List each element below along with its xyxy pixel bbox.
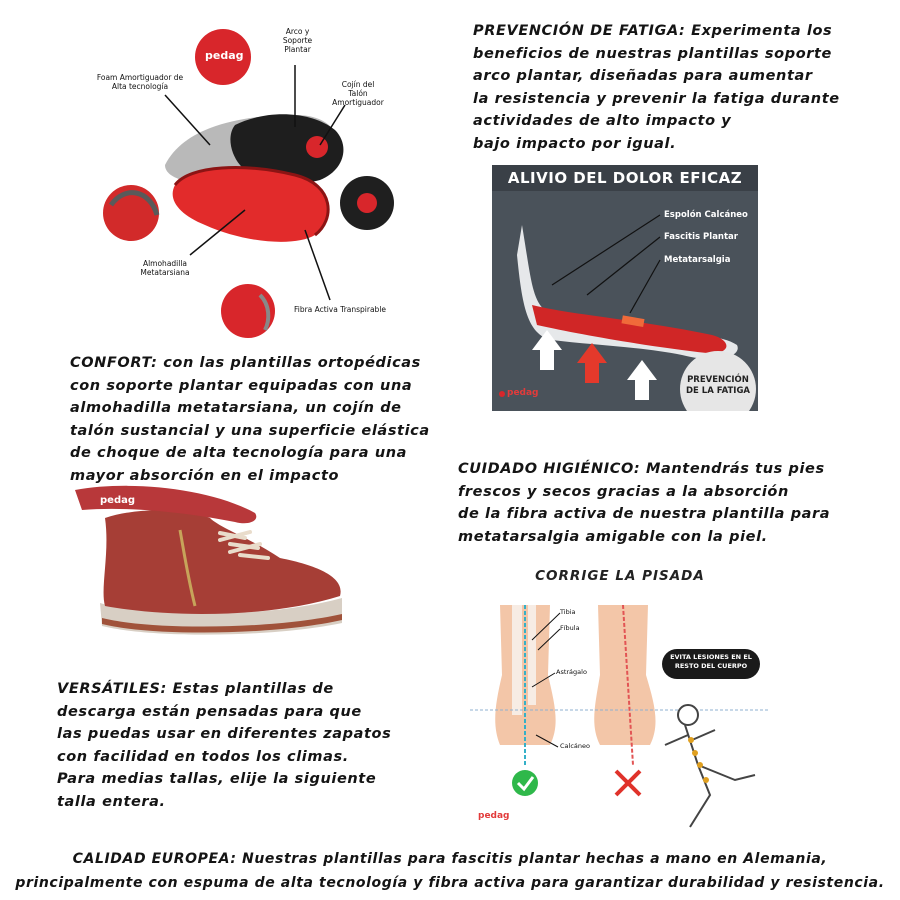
label-metatarsal: Almohadilla Metatarsiana <box>140 259 190 277</box>
label-foam: Foam Amortiguador de Alta tecnología <box>96 73 184 91</box>
gait-label-calcaneo: Calcáneo <box>560 742 590 750</box>
text-calidad-line1: CALIDAD EUROPEA: Nuestras plantillas para fascitis plantar hechas a mano en Alemania, <box>72 851 828 867</box>
gait-label-astragalo: Astrágalo <box>556 668 587 676</box>
pain-relief-brand: pedag <box>507 388 539 398</box>
pain-label-espolon: Espolón Calcáneo <box>664 210 748 220</box>
insole-diagram <box>95 15 415 345</box>
text-calidad-line2: principalmente con espuma de alta tecnología y fibra activa para garantizar durabilidad y resistencia. <box>15 875 885 891</box>
text-versatiles: VERSÁTILES: Estas plantillas de descarga están pensadas para que las puedas usar en diferentes zapatos con facilidad en todos los climas. Para medias tallas, elije la siguiente talla entera. <box>57 681 392 810</box>
insole-diagram-graphic <box>95 15 415 345</box>
gait-badge: EVITA LESIONES EN EL RESTO DEL CUERPO <box>670 653 752 670</box>
shoe-insole-brand: pedag <box>100 495 136 506</box>
gait-graphic <box>470 565 770 835</box>
shoe-image <box>70 478 350 648</box>
text-confort: CONFORT: con las plantillas ortopédicas con soporte plantar equipadas con una almohadilla metatarsiana, un cojín de talón sustancial y una superficie elástica de choque de alta tecnología para una mayor absorción en el impacto <box>70 355 430 484</box>
label-arch: Arco y Soporte Plantar <box>282 27 313 54</box>
gait-label-tibia: Tibia <box>560 608 576 616</box>
pain-label-fascitis: Fascitis Plantar <box>664 232 738 242</box>
pain-relief-title: ALIVIO DEL DOLOR EFICAZ <box>507 169 743 187</box>
gait-label-fibula: Fíbula <box>560 624 580 632</box>
gait-title: CORRIGE LA PISADA <box>535 568 705 584</box>
text-fatiga: PREVENCIÓN DE FATIGA: Experimenta los beneficios de nuestras plantillas soporte arco plantar, diseñadas para aumentar la resistencia y prevenir la fatiga durante actividades de alto impacto y bajo impacto por igual. <box>473 23 840 152</box>
pain-label-metatarsalgia: Metatarsalgia <box>664 255 731 265</box>
gait-brand: pedag <box>478 811 510 821</box>
gait-panel <box>470 565 770 835</box>
insole-logo-text: pedag <box>205 49 244 62</box>
pain-relief-panel <box>492 165 758 411</box>
text-higienico: CUIDADO HIGIÉNICO: Mantendrás tus pies frescos y secos gracias a la absorción de la fibra activa de nuestra plantilla para metatarsalgia amigable con la piel. <box>458 461 831 545</box>
label-fiber: Fibra Activa Transpirable <box>293 305 387 314</box>
shoe-graphic <box>70 478 350 648</box>
pain-badge: PREVENCIÓN DE LA FATIGA <box>685 375 751 396</box>
label-heel: Cojín del Talón Amortiguador <box>332 80 384 107</box>
